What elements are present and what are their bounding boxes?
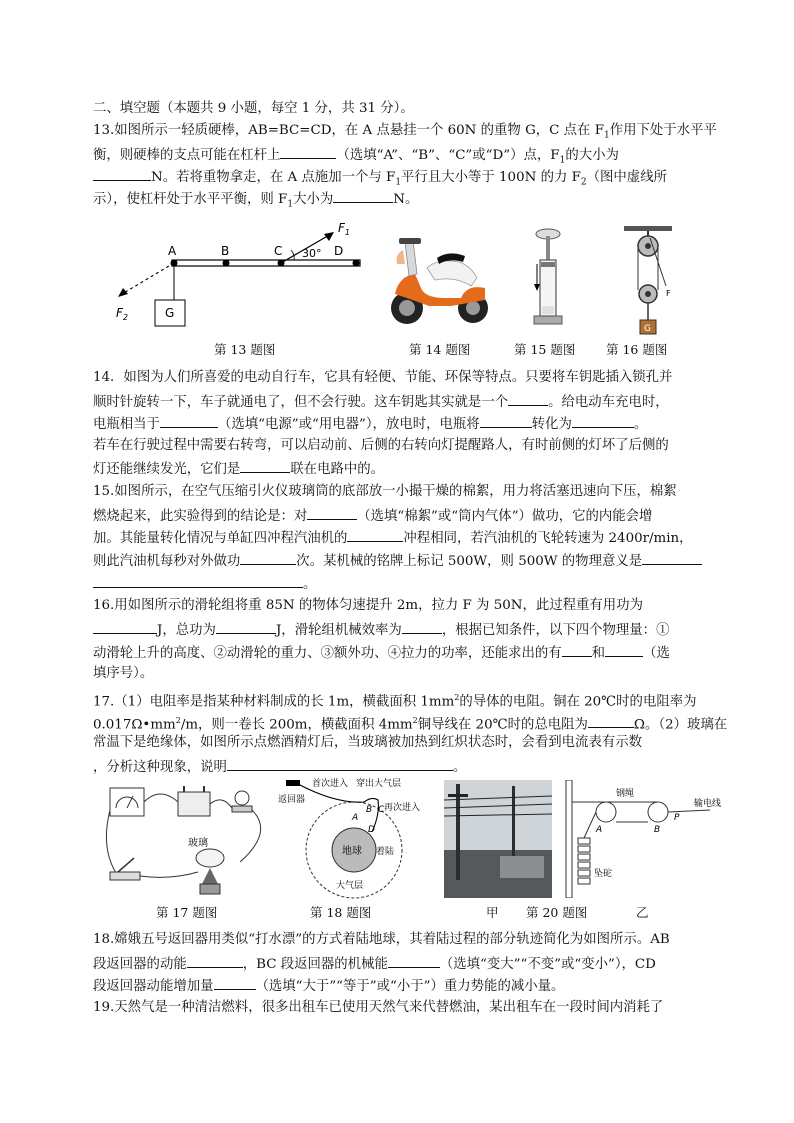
lever-figure — [110, 222, 370, 332]
circuit-figure — [100, 780, 280, 900]
pulley-a — [596, 802, 616, 822]
counterweights — [578, 838, 590, 884]
point-b — [223, 260, 230, 267]
section-title: 二、填空题（本题共 9 小题，每空 1 分，共 31 分）。 — [93, 101, 414, 116]
q17-line4: ，分析这种现象，说明 。 — [93, 757, 466, 777]
q17-line2: $0.017\Omega•mm^2/m$，则一卷长 200m，横截面积 $4mm^2$铜导线在 20℃时的总电阻为 Ω。（2）玻璃在 — [93, 716, 728, 733]
pulley-figure — [620, 224, 676, 336]
q14-line3: 电瓶相当于 （选填“电源”或“用电器”），放电时，电瓶将 转化为 。 — [93, 414, 647, 434]
q16-line2: J，总功为 J，滑轮组机械效率为 ，根据已知条件，以下四个物理量：① — [93, 620, 669, 640]
tensioner-figure — [560, 780, 734, 898]
answer-blank[interactable] — [93, 620, 157, 634]
q14-line4: 若车在行驶过程中需要右转弯，可以启动前、后侧的右转向灯提醒路人，有时前侧的灯坏了后侧的 — [93, 438, 669, 453]
q15-line2: 燃烧起来，此实验得到的结论是：对 （选填“棉絮”或“筒内气体”）做功，它的内能会增 — [93, 506, 652, 526]
second-entry-label: 再次进入 — [384, 803, 421, 813]
earth-label: 地球 — [342, 846, 362, 857]
ammeter — [110, 788, 144, 816]
glass-label: 玻璃 — [188, 838, 208, 849]
answer-blank[interactable] — [214, 976, 256, 990]
answer-blank[interactable] — [572, 414, 634, 428]
q17-line1: 17.（1）电阻率是指某种材料制成的长 1m，横截面积 $1mm^2$的导体的电阻。铜在 20℃时的电阻率为 — [93, 693, 697, 710]
q13-line4: 示），使杠杆处于水平平衡，则 $F_1$大小为 N。 — [93, 189, 418, 214]
answer-blank[interactable] — [642, 551, 702, 565]
trajectory-figure — [276, 776, 436, 900]
label-d: D — [334, 244, 344, 258]
label-point-p: P — [674, 813, 680, 823]
pulley-force-label: F — [666, 289, 671, 298]
switch[interactable] — [110, 872, 140, 880]
fig14-caption: 第 14 题图 — [409, 342, 471, 357]
q13-line1: 13.如图所示一轻质硬棒，AB=BC=CD，在 A 点悬挂一个 60N 的重物 G，C 点在 $F_1$作用下处于水平平 — [93, 123, 717, 141]
force-f2-label: $F_2$ — [116, 306, 128, 322]
answer-blank[interactable] — [227, 757, 453, 771]
answer-blank[interactable] — [93, 574, 303, 588]
q13-line2: 衡，则硬棒的支点可能在杠杆上 （选填“A”、“B”、“C”或“D”）点，$F_1$的大小为 — [93, 145, 619, 170]
power-line-photo — [444, 780, 552, 898]
counterweight-label: 坠砣 — [594, 869, 613, 879]
exit-label: 穿出大气层 — [356, 779, 402, 789]
q17-line3: 常温下是绝缘体，如图所示点燃酒精灯后，当玻璃被加热到红炽状态时，会看到电流表有示数 — [93, 735, 643, 750]
fig16-caption: 第 16 题图 — [606, 342, 668, 357]
q14-line2: 顺时针旋转一下，车子就通电了，但不会行驶。这车钥匙其实就是一个 。给电动车充电时， — [93, 392, 669, 412]
pulley-b — [648, 802, 668, 822]
landing-label: 着陆 — [376, 847, 395, 857]
answer-blank[interactable] — [480, 414, 532, 428]
answer-blank[interactable] — [588, 714, 634, 728]
q15-line1: 15.如图所示，在空气压缩引火仪玻璃筒的底部放一小撮干燥的棉絮，用力将活塞迅速向下压，棉絮 — [93, 484, 677, 499]
label-b: B — [221, 244, 230, 258]
answer-blank[interactable] — [508, 392, 548, 406]
answer-blank[interactable] — [562, 643, 592, 657]
answer-blank[interactable] — [307, 506, 357, 520]
q14-line5: 灯还能继续发光，它们是 联在电路中的。 — [93, 459, 384, 479]
q18-line3: 段返回器动能增加量 （选填“大于”“等于”或“小于”）重力势能的减小量。 — [93, 976, 564, 996]
q15-line3: 加。其能量转化情况与单缸四冲程汽油机的 冲程相同，若汽油机的飞轮转速为 2400r/min， — [93, 528, 693, 548]
first-entry-label: 首次进入 — [312, 779, 349, 789]
q15-line4: 则此汽油机每秒对外做功 次。某机械的铭牌上标记 500W，则 500W 的物理意义是 — [93, 551, 702, 571]
answer-blank[interactable] — [240, 459, 290, 473]
returner-label: 返回器 — [278, 795, 306, 805]
answer-blank[interactable] — [333, 189, 393, 203]
q18-line1: 18.嫦娥五号返回器用类似“打水漂”的方式着陆地球，其着陆过程的部分轨迹简化为如图所示。AB — [93, 932, 670, 947]
glass-sample — [196, 849, 224, 867]
force-f2-arrow — [122, 263, 174, 294]
answer-blank[interactable] — [347, 528, 403, 542]
label-a: A — [168, 244, 177, 258]
fig13-caption: 第 13 题图 — [214, 342, 276, 357]
fig20-jia-label: 甲 — [486, 905, 499, 920]
force-f1-label: $F_1$ — [338, 222, 350, 237]
answer-blank[interactable] — [605, 643, 643, 657]
traj-point-b: B — [366, 805, 373, 815]
battery — [178, 792, 210, 816]
q19-line1: 19.天然气是一种清洁燃料，很多出租车已使用天然气来代替燃油，某出租车在一段时间内消耗了 — [93, 1000, 664, 1015]
bulb — [235, 791, 249, 805]
scooter-figure — [385, 228, 493, 328]
q13-line3: N。若将重物拿走，在 A 点施加一个与 $F_1$平行且大小等于 100N 的力 $F_2$（图中虚线所 — [93, 167, 667, 192]
fig20-yi-label: 乙 — [636, 905, 649, 920]
traj-point-c: C — [378, 805, 385, 815]
answer-blank[interactable] — [402, 620, 442, 634]
label-pulley-a: A — [596, 825, 603, 835]
wire-label: 输电线 — [694, 799, 722, 809]
answer-blank[interactable] — [280, 145, 336, 159]
rope-label: 钢绳 — [616, 789, 635, 799]
alcohol-lamp — [200, 884, 220, 894]
answer-blank[interactable] — [160, 414, 218, 428]
atmosphere-label: 大气层 — [336, 881, 364, 891]
answer-blank[interactable] — [93, 167, 151, 181]
lever-bar — [172, 260, 360, 266]
label-pulley-b: B — [654, 825, 661, 835]
q16-line3: 动滑轮上升的高度、②动滑轮的重力、③额外功、④拉力的功率，还能求出的有 和 （选 — [93, 643, 670, 663]
answer-blank[interactable] — [216, 620, 276, 634]
fig18-caption: 第 18 题图 — [310, 905, 372, 920]
answer-blank[interactable] — [240, 551, 296, 565]
answer-blank[interactable] — [187, 954, 243, 968]
pulley-weight-label: G — [644, 324, 651, 334]
q14-line1: 14．如图为人们所喜爱的电动自行车，它具有轻便、节能、环保等特点。只要将车钥匙插入锁孔并 — [93, 370, 673, 385]
point-d — [353, 260, 360, 267]
weight-label: G — [165, 306, 175, 320]
q16-line1: 16.用如图所示的滑轮组将重 85N 的物体匀速提升 2m，拉力 F 为 50N，此过程重有用功为 — [93, 598, 643, 613]
igniter-figure — [528, 228, 568, 328]
angle-label: 30° — [302, 247, 322, 260]
traj-point-d: D — [368, 825, 375, 835]
fig17-caption: 第 17 题图 — [156, 905, 218, 920]
answer-blank[interactable] — [388, 954, 440, 968]
q15-line5: 。 — [93, 574, 316, 594]
label-c: C — [274, 244, 283, 258]
traj-point-a: A — [352, 813, 359, 823]
fig15-caption: 第 15 题图 — [514, 342, 576, 357]
q16-line4: 填序号）。 — [93, 666, 154, 681]
q18-line2: 段返回器的动能 ，BC 段返回器的机械能 （选填“变大”“不变”或“变小”），CD — [93, 954, 656, 974]
fig20-caption: 第 20 题图 — [526, 905, 588, 920]
